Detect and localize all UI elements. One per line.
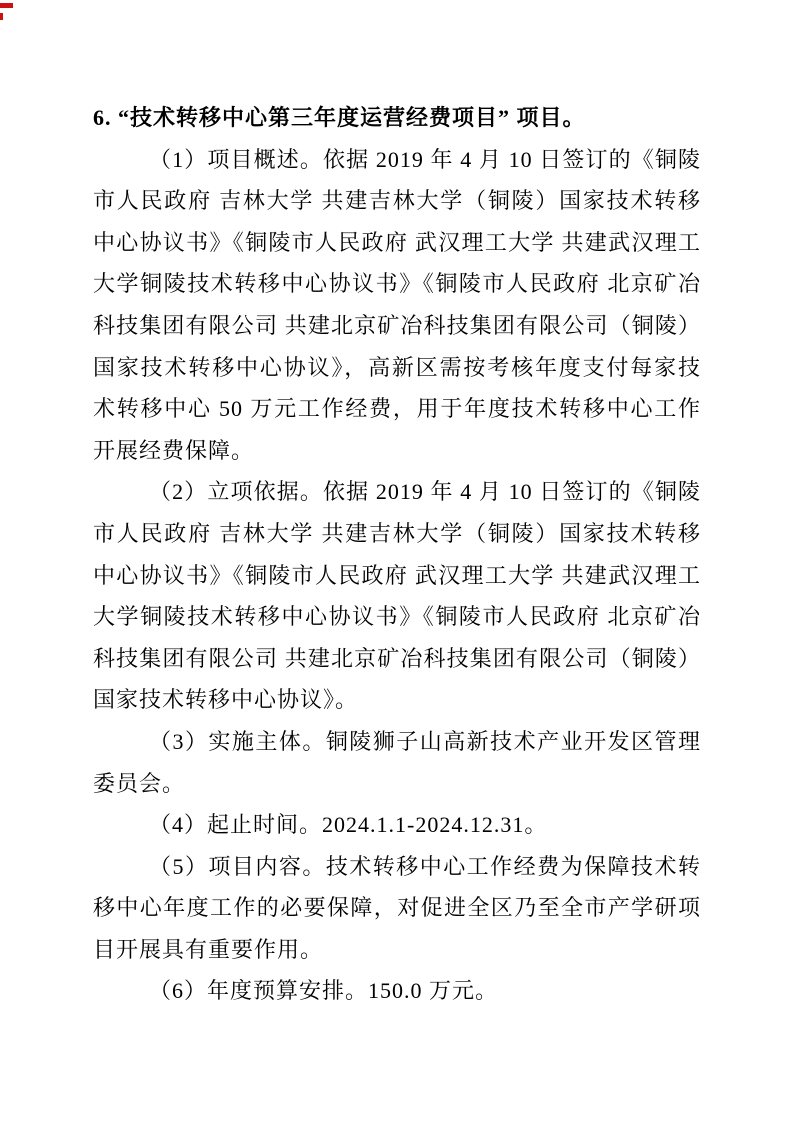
paragraph-time-period: （4）起止时间。2024.1.1-2024.12.31。	[149, 812, 548, 838]
paragraph-approval-basis: （2）立项依据。依据 2019 年 4 月 10 日签订的《铜陵市人民政府 吉林大学 共建吉林大学（铜陵）国家技术转移中心协议书》《铜陵市人民政府 武汉理工大学 共建武汉理工大学铜陵技术转移中心协议书》《铜陵市人民政府 北京矿冶科技集团有限公司 共建北京矿冶科技集团有限公司（铜陵）国家技术转移中心协议》。	[93, 479, 701, 713]
paragraph-project-overview: （1）项目概述。依据 2019 年 4 月 10 日签订的《铜陵市人民政府 吉林大学 共建吉林大学（铜陵）国家技术转移中心协议书》《铜陵市人民政府 武汉理工大学 共建武汉理工大学铜陵技术转移中心协议书》《铜陵市人民政府 北京矿冶科技集团有限公司 共建北京矿冶科技集团有限公司（铜陵）国家技术转移中心协议》，高新区需按考核年度支付每家技术转移中心 50 万元工作经费，用于年度技术转移中心工作开展经费保障。	[93, 146, 701, 463]
paragraph-annual-budget: （6）年度预算安排。150.0 万元。	[149, 978, 499, 1004]
paragraph-implementing-body: （3）实施主体。铜陵狮子山高新技术产业开发区管理委员会。	[93, 728, 701, 796]
scan-artifact-mark-bottom	[0, 13, 3, 20]
document-content	[93, 97, 701, 1012]
paragraph-project-content: （5）项目内容。技术转移中心工作经费为保障技术转移中心年度工作的必要保障，对促进全区乃至全市产学研项目开展具有重要作用。	[93, 853, 701, 962]
section-heading: 6. “技术转移中心第三年度运营经费项目” 项目。	[93, 105, 586, 130]
scan-artifact-mark-top	[0, 3, 13, 8]
